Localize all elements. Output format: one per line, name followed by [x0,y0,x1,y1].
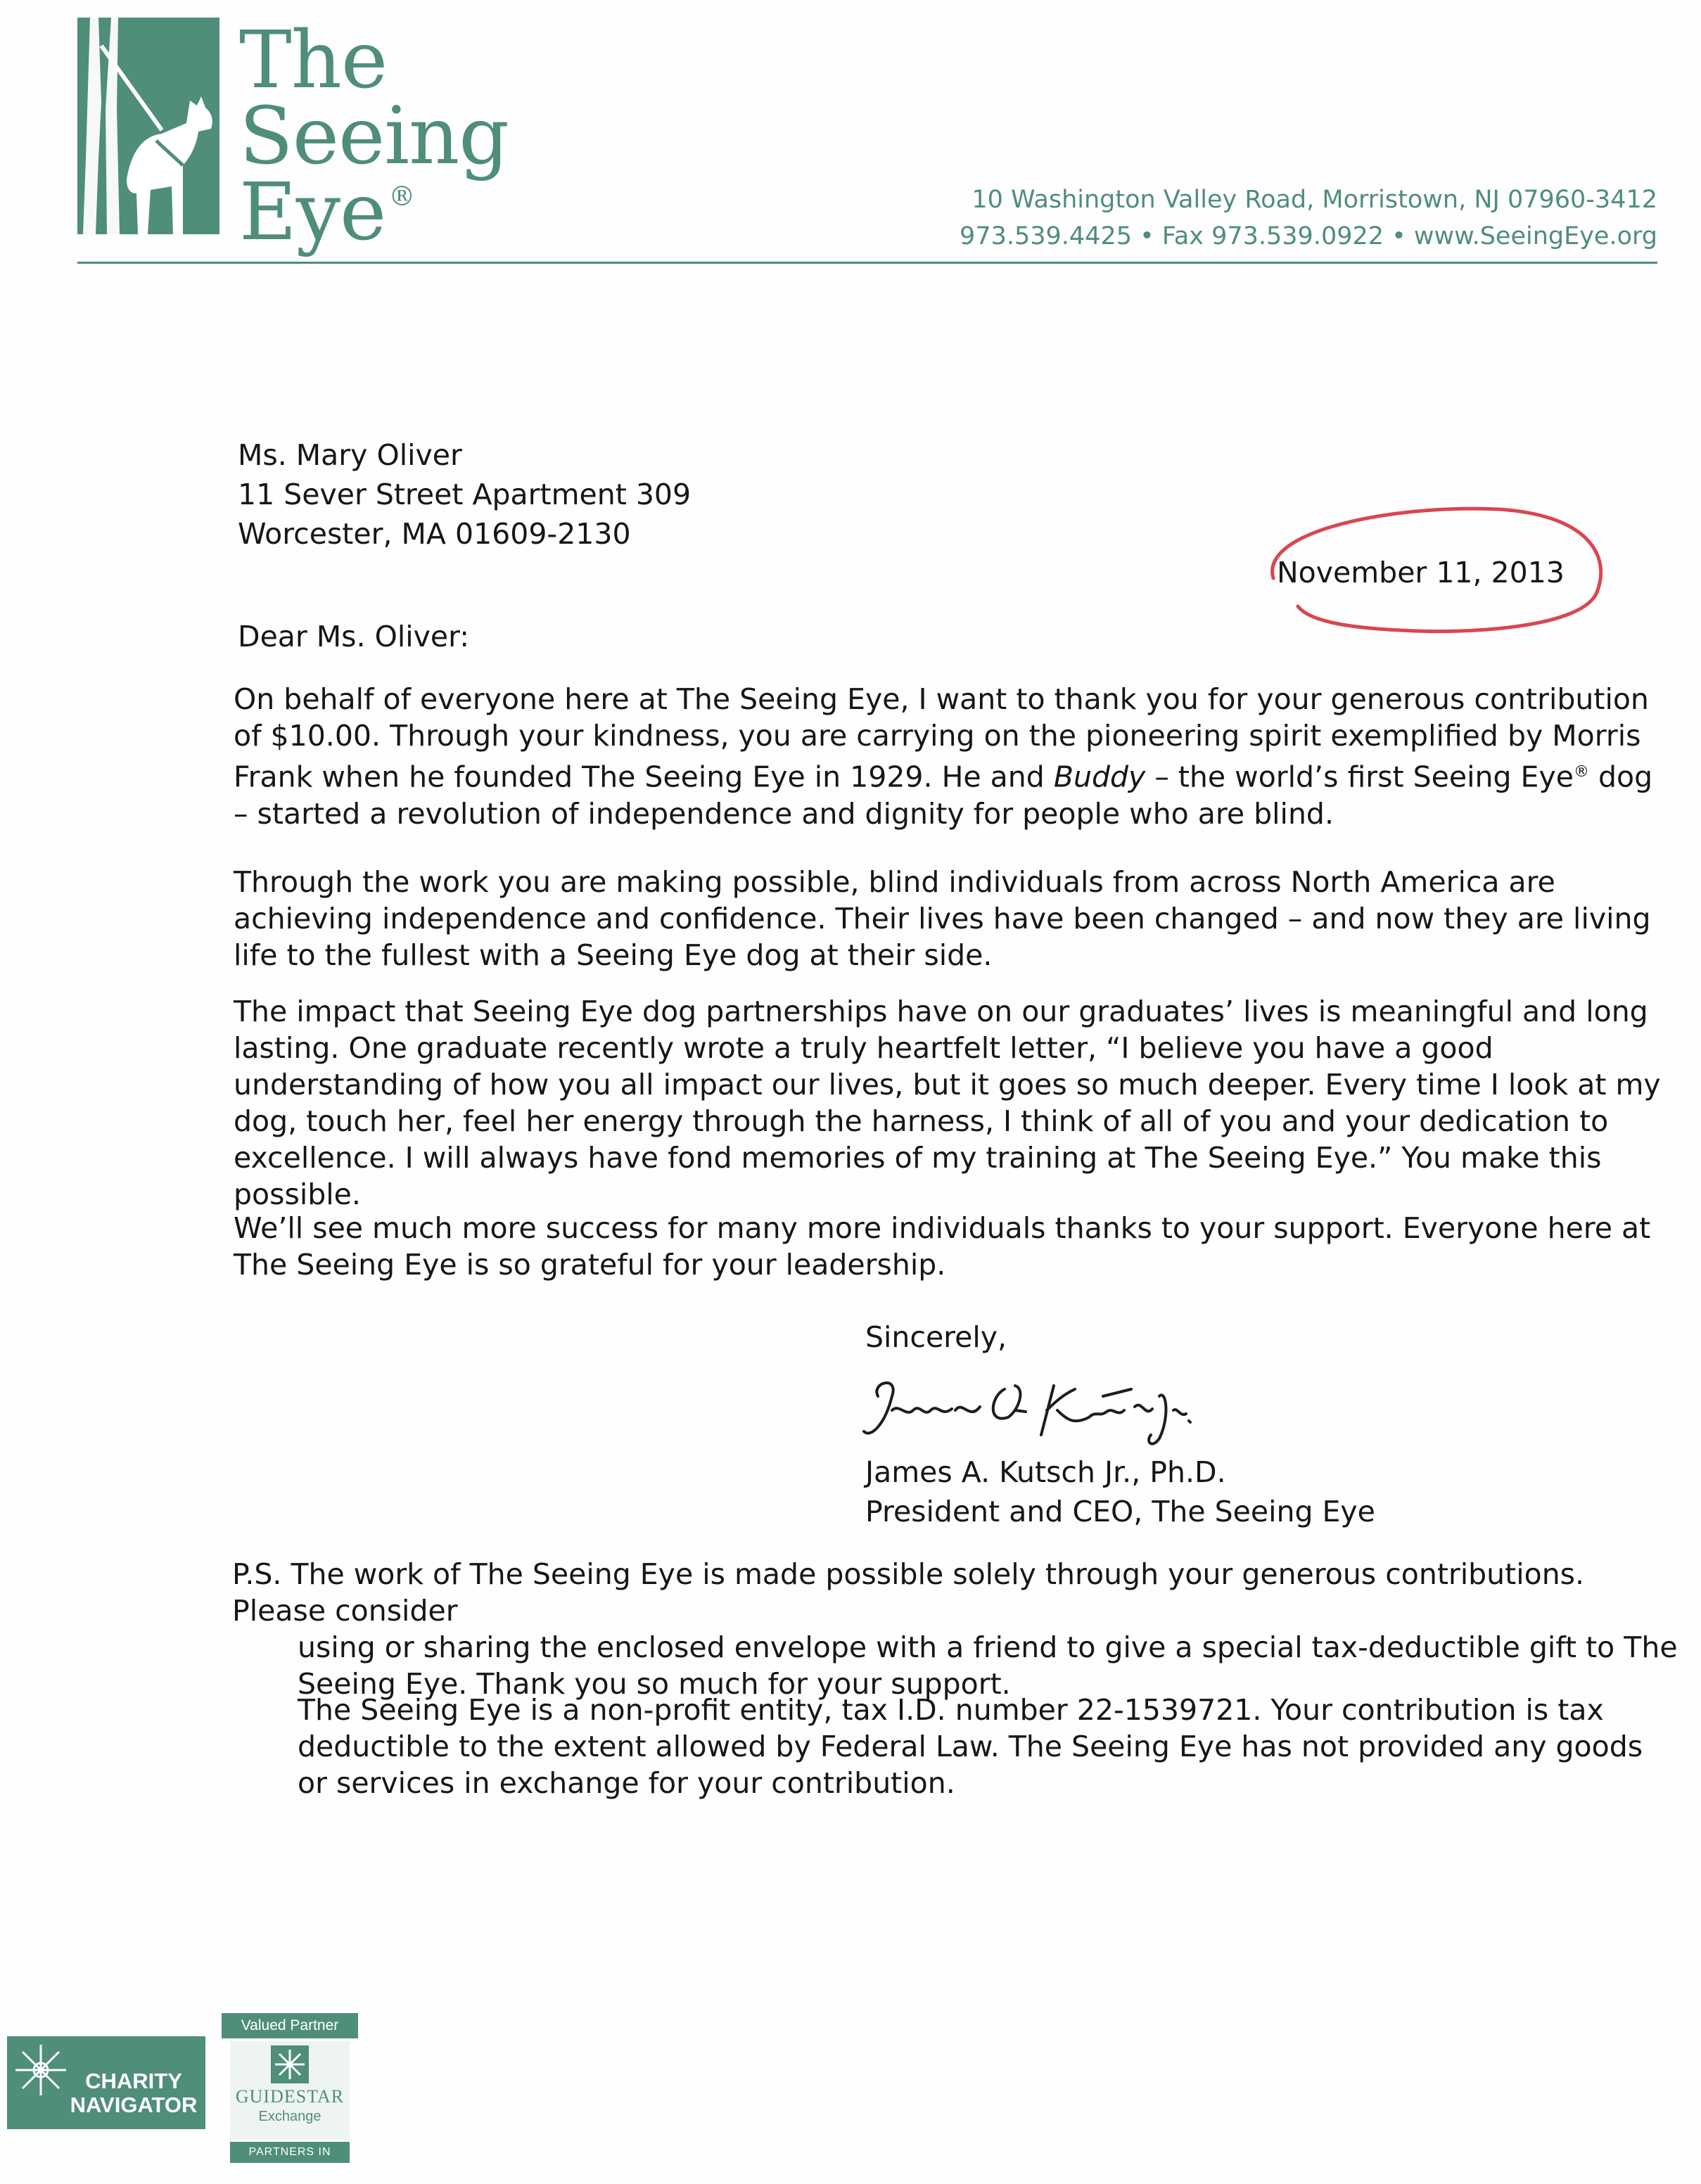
letter-date: November 11, 2013 [1277,556,1565,589]
p3-text: The impact that Seeing Eye dog partnerships have on our graduates’ lives is meaningful and long lasting. One graduate recently wrote a truly heartfelt letter, “I believe you have a good understanding of how you all impact our lives, but it goes so much deeper. Every time I look at my dog, touch her, feel her energy through the harness, I think of all of you and your dedication to excellence. I will always have fond memories of my training at The Seeing Eye.” You make this possible. [234,995,1661,1211]
paragraph-1 [234,681,1676,832]
guidestar-partners-in-trust: PARTNERS IN TRUST [230,2142,350,2163]
letterhead-divider [77,262,1657,264]
paragraph-4 [234,1210,1676,1283]
handwritten-signature [857,1368,1194,1460]
guide-dog-silhouette-icon [77,18,219,234]
logo-word-the: The [239,15,388,106]
tax-note-text: The Seeing Eye is a non-profit entity, tax I.D. number 22-1539721. Your contribution is tax deductible to the extent allowed by Federal Law. The Seeing Eye has not provided any goods or services in exchange for your contribution. [298,1693,1643,1800]
recipient-name: Ms. Mary Oliver [238,438,462,472]
recipient-street: 11 Sever Street Apartment 309 [238,478,692,511]
signer-title: President and CEO, The Seeing Eye [865,1495,1375,1528]
logo-word-seeing: Seeing [239,91,509,182]
p1-text-c: dog – started a revolution of independence and dignity for people who are blind. [234,760,1653,831]
guide-dog-logo [77,18,219,234]
p2-text: Through the work you are making possible, blind individuals from across North America are achieving independence and confidence. Their lives have been changed – and now they are living life to the fullest with a Seeing Eye dog at their side. [234,865,1651,972]
p1-registered-mark: ® [1573,763,1589,781]
p1-text-b: – the world’s first Seeing Eye [1145,760,1574,794]
dog-name-buddy: Buddy [1053,760,1146,794]
postscript [232,1556,1681,1702]
paragraph-2 [234,864,1676,973]
guidestar-panel [230,2041,350,2140]
ps-label: P.S. [232,1557,282,1591]
tax-note [232,1692,1681,1801]
p4-text: We’ll see much more success for many more individuals thanks to your support. Everyone here at The Seeing Eye is so grateful for your leadership. [234,1211,1651,1282]
guidestar-name: GUIDESTAR [235,2086,345,2107]
ps-rest: using or sharing the enclosed envelope with a friend to give a special tax-deductible gift to The Seeing Eye. Thank you so much for your support. [298,1630,1678,1701]
paragraph-3 [234,993,1676,1213]
charity-navigator-badge [7,2036,205,2129]
signer-name: James A. Kutsch Jr., Ph.D. [865,1455,1226,1489]
valediction: Sincerely, [865,1320,1007,1354]
guidestar-star-icon [271,2045,309,2083]
logo-word-eye-text: Eye [239,167,386,258]
p1-text-a: On behalf of everyone here at The Seeing Eye, I want to thank you for your generous contribution of $10.00. Through your kindness, you are carrying on the pioneering spirit exemplified by Morris Frank when he founded The Seeing Eye in 1929. He and [234,682,1649,794]
registered-mark: ® [388,181,415,212]
guidestar-valued-partner: Valued Partner [222,2013,358,2038]
recipient-city: Worcester, MA 01609-2130 [238,517,631,551]
logo-word-eye [239,167,415,258]
letterhead-address: 10 Washington Valley Road, Morristown, NJ 07960-3412 [971,186,1657,214]
cn-line-2: NAVIGATOR [70,2093,198,2117]
compass-star-icon [13,2042,69,2098]
charity-navigator-text [63,2069,204,2117]
ps-first-line: The work of The Seeing Eye is made possible solely through your generous contributions. Please consider [232,1557,1585,1628]
cn-line-1: CHARITY [85,2069,182,2093]
guidestar-exchange: Exchange [258,2109,321,2124]
letterhead-contact: 973.539.4425 • Fax 973.539.0922 • www.SeeingEye.org [960,222,1657,250]
salutation: Dear Ms. Oliver: [238,620,470,653]
guidestar-badge [222,2013,358,2179]
